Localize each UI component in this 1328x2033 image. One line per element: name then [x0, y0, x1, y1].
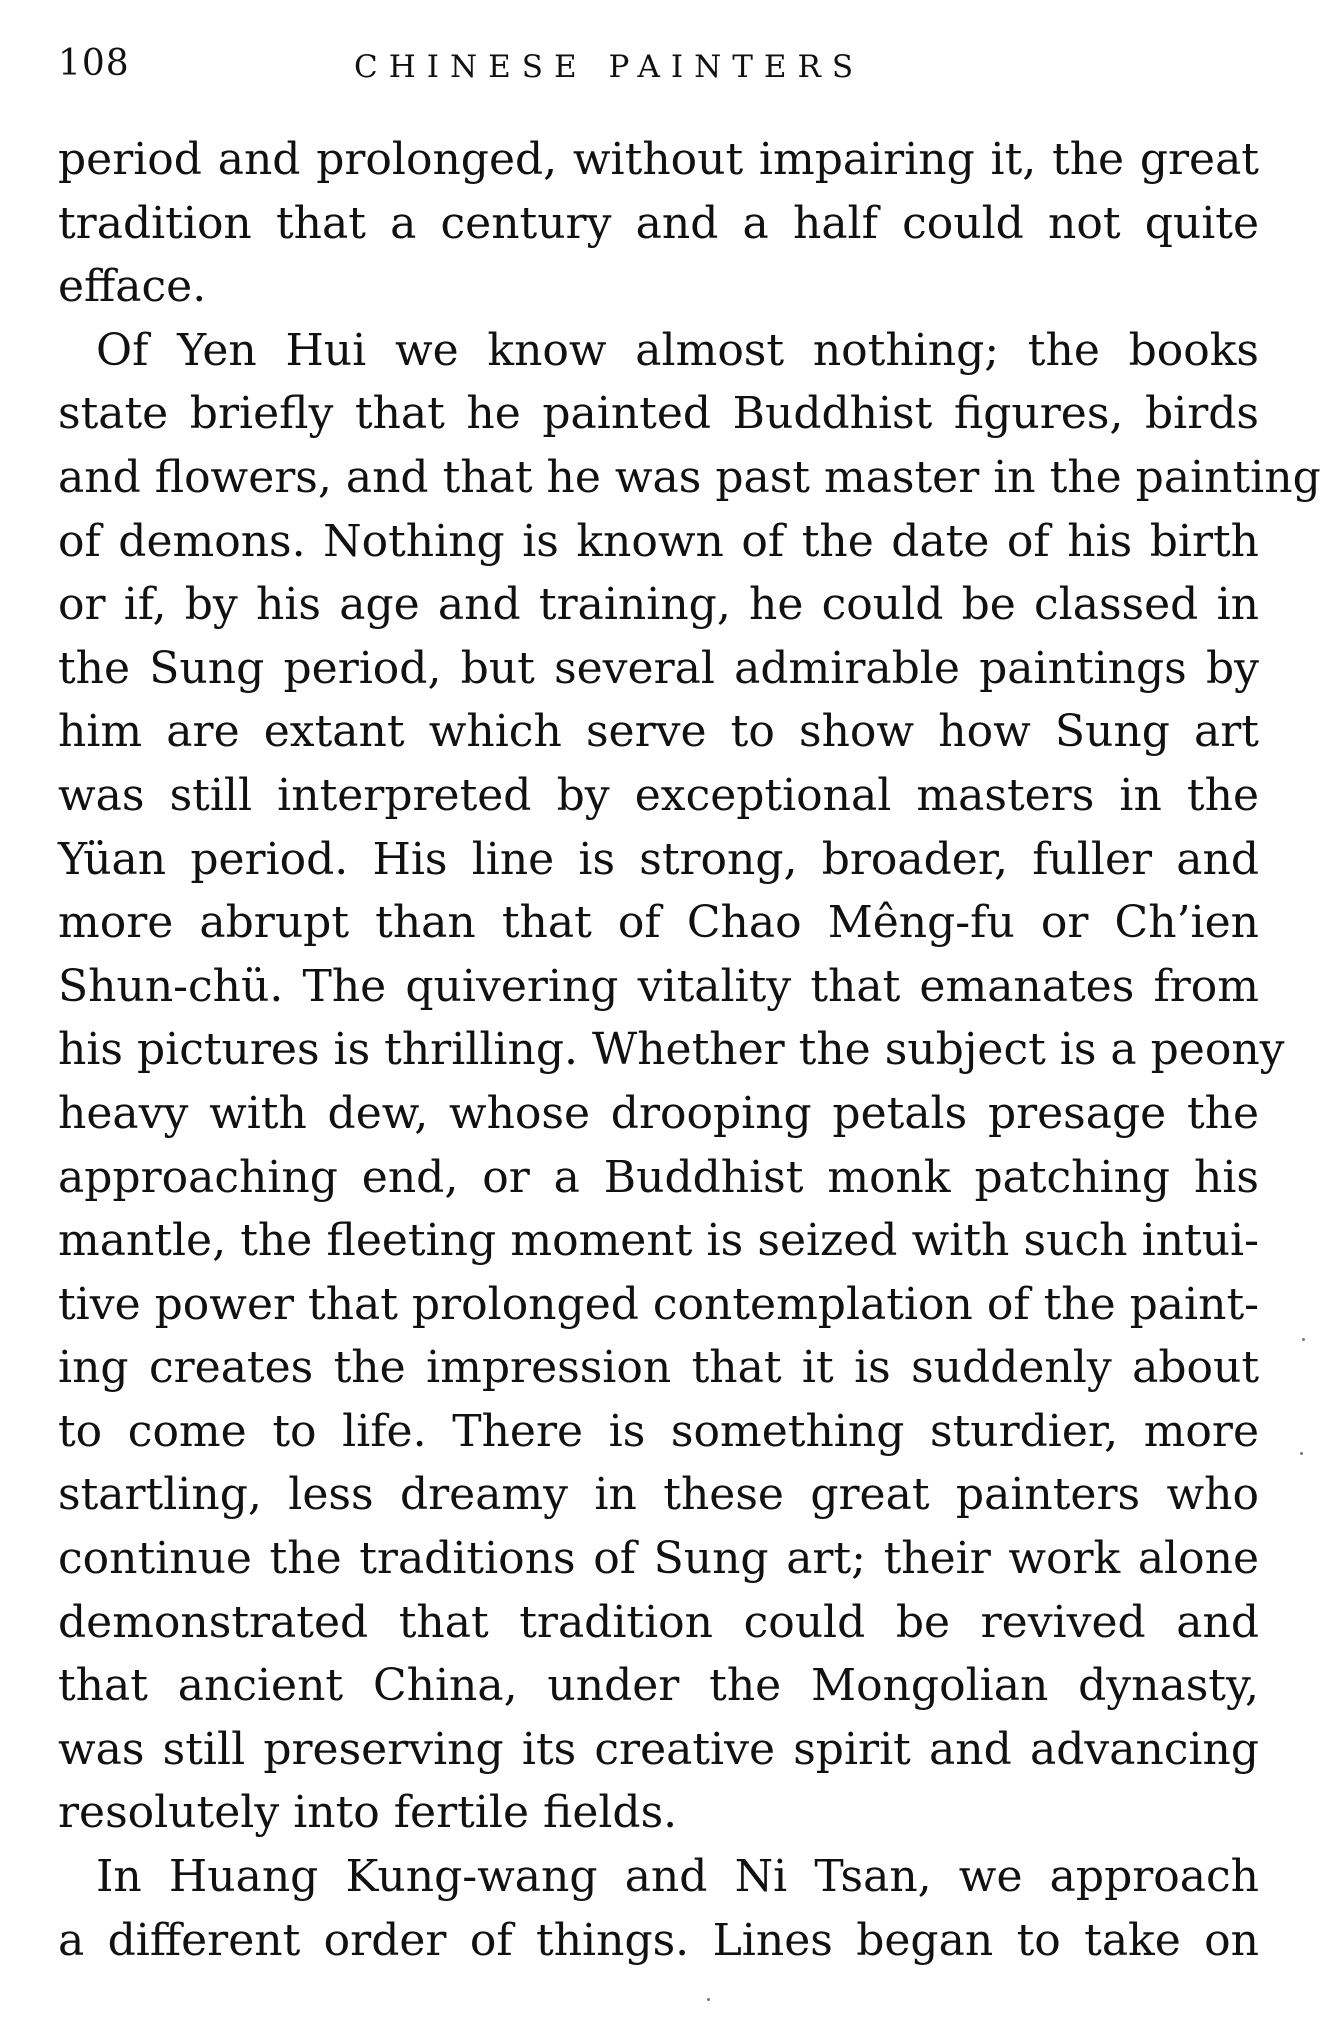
scan-speck: [1300, 1452, 1303, 1455]
text-line: to come to life. There is something sturdier, more: [58, 1405, 1259, 1457]
text-line: Yüan period. His line is strong, broader, fuller and: [58, 833, 1259, 885]
text-line: tive power that prolonged contemplation of the paint-: [58, 1278, 1259, 1330]
paragraph: [58, 319, 1321, 1845]
page-number: 108: [58, 43, 130, 84]
text-line: was still interpreted by exceptional masters in the: [58, 769, 1259, 821]
text-line: efface.: [58, 261, 207, 313]
text-line: ing creates the impression that it is suddenly about: [58, 1342, 1259, 1394]
text-line: that ancient China, under the Mongolian dynasty,: [58, 1660, 1259, 1712]
text-line: tradition that a century and a half could not quite: [58, 197, 1259, 249]
text-line: of demons. Nothing is known of the date of his birth: [58, 515, 1259, 567]
text-line: more abrupt than that of Chao Mêng-fu or Ch’ien: [58, 897, 1259, 949]
paragraph: [58, 128, 1259, 319]
text-line: Shun-chü. The quivering vitality that emanates from: [58, 960, 1259, 1012]
text-line: mantle, the fleeting moment is seized with such intui-: [58, 1215, 1259, 1267]
text-line: Of Yen Hui we know almost nothing; the books: [96, 324, 1259, 376]
text-line: resolutely into fertile fields.: [58, 1787, 678, 1839]
text-line: heavy with dew, whose drooping petals presage the: [58, 1087, 1259, 1139]
text-line: In Huang Kung-wang and Ni Tsan, we approach: [96, 1851, 1259, 1903]
text-line: approaching end, or a Buddhist monk patching his: [58, 1151, 1259, 1203]
text-line: his pictures is thrilling. Whether the subject is a peony: [58, 1024, 1285, 1076]
body-text: [58, 128, 1321, 1972]
text-line: or if, by his age and training, he could be classed in: [58, 579, 1259, 631]
scan-speck: [707, 1998, 710, 2001]
scan-speck: [1302, 1338, 1305, 1341]
text-line: a different order of things. Lines began to take on: [58, 1914, 1259, 1966]
text-line: continue the traditions of Sung art; their work alone: [58, 1533, 1259, 1585]
paragraph: [58, 1845, 1259, 1972]
running-head: CHINESE PAINTERS: [354, 49, 865, 85]
text-line: state briefly that he painted Buddhist figures, birds: [58, 388, 1259, 440]
text-line: was still preserving its creative spirit and advancing: [58, 1723, 1259, 1775]
page-header: [58, 38, 1258, 98]
text-line: startling, less dreamy in these great painters who: [58, 1469, 1259, 1521]
text-line: him are extant which serve to show how Sung art: [58, 706, 1259, 758]
text-line: demonstrated that tradition could be revived and: [58, 1596, 1259, 1648]
text-line: the Sung period, but several admirable paintings by: [58, 642, 1259, 694]
text-line: period and prolonged, without impairing it, the great: [58, 134, 1259, 185]
text-line: and flowers, and that he was past master in the painting: [58, 451, 1321, 503]
